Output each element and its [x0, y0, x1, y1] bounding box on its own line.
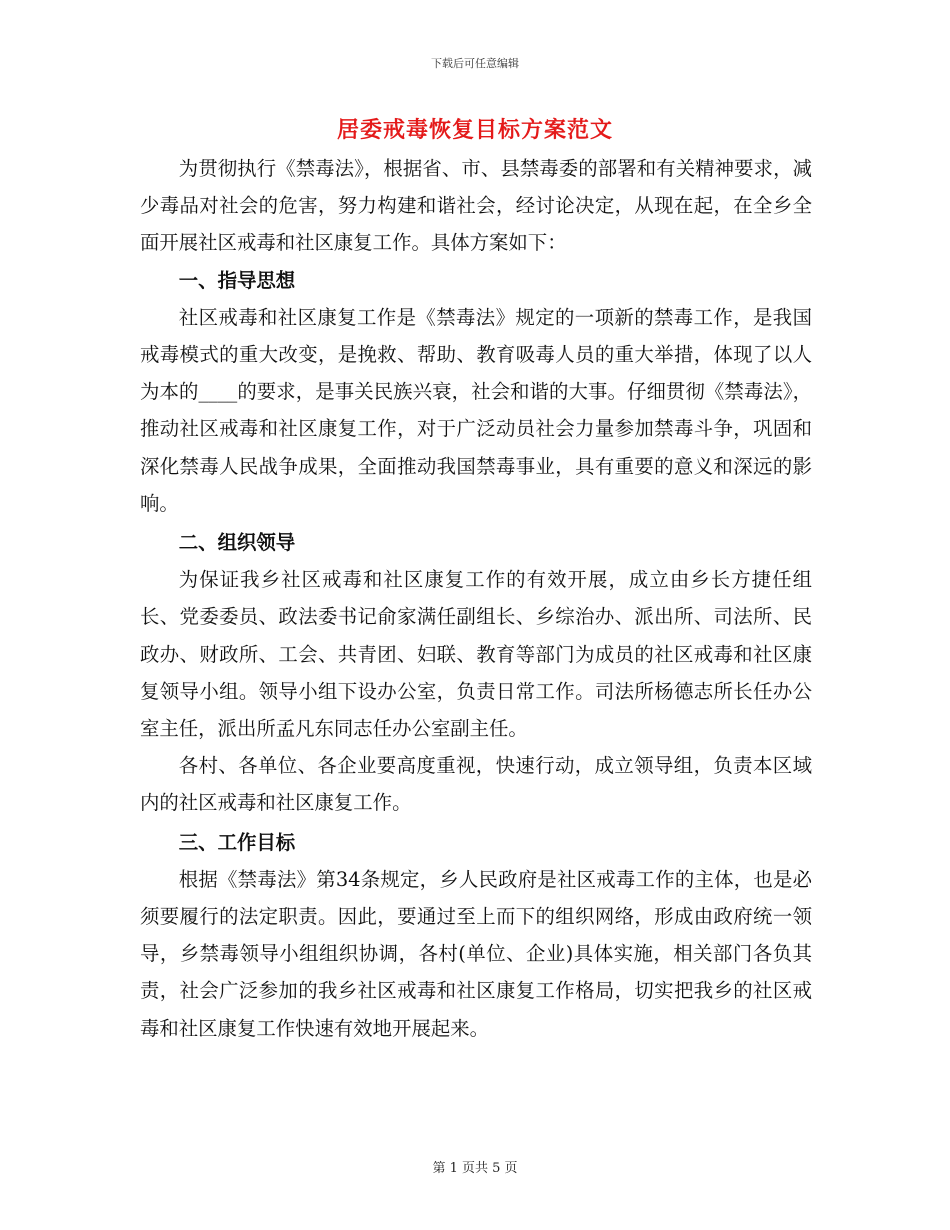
- header-note: 下载后可任意编辑: [431, 57, 519, 70]
- page-footer: 第 1 页共 5 页: [432, 1161, 518, 1176]
- section-3-paragraph: 根据《禁毒法》第34条规定，乡人民政府是社区戒毒工作的主体，也是必须要履行的法定职责。因此，要通过至上而下的组织网络，形成由政府统一领导，乡禁毒领导小组组织协调，各村(单位、企业)具体实施，相关部门各负其责，社会广泛参加的我乡社区戒毒和社区康复工作格局，切实把我乡的社区戒毒和社区康复工作快速有效地开展起来。: [140, 867, 812, 1040]
- section-1-paragraph: 社区戒毒和社区康复工作是《禁毒法》规定的一项新的禁毒工作，是我国戒毒模式的重大改变，是挽救、帮助、教育吸毒人员的重大举措，体现了以人为本的____的要求，是事关民族兴衰，社会和谐的大事。仔细贯彻《禁毒法》，推动社区戒毒和社区康复工作，对于广泛动员社会力量参加禁毒斗争，巩固和深化禁毒人民战争成果，全面推动我国禁毒事业，具有重要的意义和深远的影响。: [140, 305, 812, 515]
- section-2-paragraph-2: 各村、各单位、各企业要高度重视，快速行动，成立领导组，负责本区域内的社区戒毒和社区康复工作。: [140, 754, 812, 815]
- section-2-paragraph-1: 为保证我乡社区戒毒和社区康复工作的有效开展，成立由乡长方捷任组长、党委委员、政法委书记俞家满任副组长、乡综治办、派出所、司法所、民政办、财政所、工会、共青团、妇联、教育等部门为成员的社区戒毒和社区康复领导小组。领导小组下设办公室，负责日常工作。司法所杨德志所长任办公室主任，派出所孟凡东同志任办公室副主任。: [140, 568, 812, 741]
- section-heading-work-goals: 三、工作目标: [178, 830, 296, 854]
- intro-paragraph: 为贯彻执行《禁毒法》，根据省、市、县禁毒委的部署和有关精神要求，减少毒品对社会的危害，努力构建和谐社会，经讨论决定，从现在起，在全乡全面开展社区戒毒和社区康复工作。具体方案如下：: [140, 157, 812, 255]
- document-title: 居委戒毒恢复目标方案范文: [336, 117, 613, 143]
- section-heading-guiding-ideology: 一、指导思想: [178, 268, 296, 292]
- section-heading-organization: 二、组织领导: [178, 531, 296, 555]
- document-body: [140, 150, 812, 1047]
